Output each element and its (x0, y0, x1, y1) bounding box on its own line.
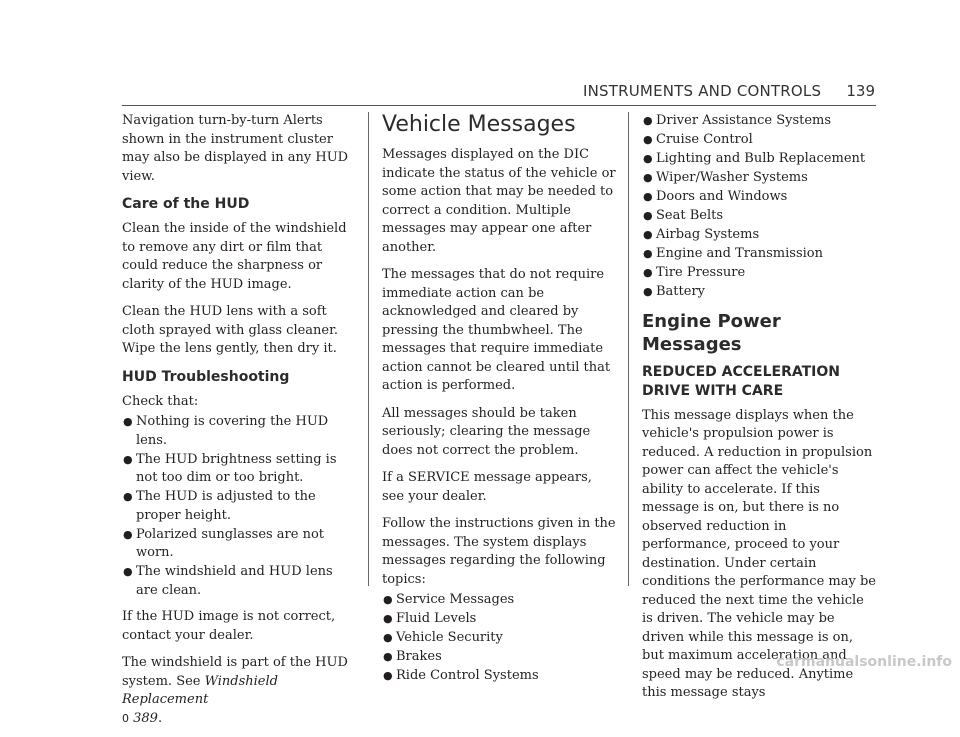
topics-list-2 (642, 112, 876, 302)
bullet-icon: ● (123, 452, 133, 466)
clean-inside-paragraph: Clean the inside of the windshield to remove any dirt or film that could reduce the sharpness or clarity of the HUD image. (122, 221, 347, 292)
incorrect-image-paragraph: If the HUD image is not correct, contact your dealer. (122, 609, 336, 643)
bullet-icon: ● (643, 171, 653, 184)
list-item: ● Wiper/Washer Systems (642, 169, 876, 188)
list-item: ● Driver Assistance Systems (642, 112, 876, 131)
seriously-paragraph: All messages should be taken seriously; clearing the message does not correct the problem. (382, 405, 591, 458)
bullet-icon: ● (123, 415, 133, 428)
list-item: ● Cruise Control (642, 131, 876, 150)
watermark-text: carmanualsonline.info (776, 654, 952, 670)
page-reference-icon: 0 (122, 711, 129, 725)
list-item: ● Tire Pressure (642, 264, 876, 283)
reduced-acceleration-heading: REDUCED ACCELERATION DRIVE WITH CARE (642, 363, 841, 399)
list-item: ● Doors and Windows (642, 188, 876, 207)
list-item: ● Airbag Systems (642, 226, 876, 245)
list-item: ● Polarized sunglasses are not worn. (123, 526, 325, 560)
column-2 (382, 112, 616, 694)
topics-list-1 (382, 591, 616, 686)
check-list (122, 413, 354, 600)
list-item: ● Brakes (382, 648, 616, 667)
acknowledge-paragraph: The messages that do not require immediate action can be acknowledged and cleared by pressing the thumbwheel. The messages that require immediate action cannot be cleared until that action is performed. (382, 267, 611, 393)
bullet-icon: ● (643, 114, 653, 127)
check-that-paragraph: Check that: (122, 393, 199, 409)
column-divider-2 (628, 112, 629, 586)
follow-paragraph: Follow the instructions given in the messages. The system displays messages regarding the following topics: (382, 516, 616, 587)
bullet-icon: ● (643, 266, 653, 279)
column-3 (642, 112, 876, 712)
page-header (583, 82, 875, 100)
windshield-paragraph: The windshield is part of the HUD system. See Windshield Replacement 0 389. (122, 655, 348, 726)
list-item: ● The windshield and HUD lens are clean. (123, 564, 333, 598)
list-item: ● Engine and Transmission (642, 245, 876, 264)
windshield-replacement-link[interactable]: Windshield Replacement (122, 673, 278, 707)
hud-troubleshooting-heading: HUD Troubleshooting (122, 368, 290, 385)
bullet-icon: ● (383, 669, 393, 682)
list-item: ● Nothing is covering the HUD lens. (123, 414, 329, 448)
list-item: ● Vehicle Security (382, 629, 616, 648)
bullet-icon: ● (643, 228, 653, 241)
list-item: ● Service Messages (382, 591, 616, 610)
vehicle-messages-heading: Vehicle Messages (382, 112, 576, 137)
list-item: ● The HUD brightness setting is not too dim or too bright. (123, 451, 337, 485)
list-item: ● Fluid Levels (382, 610, 616, 629)
bullet-icon: ● (123, 490, 133, 503)
list-item: ● Ride Control Systems (382, 667, 616, 686)
column-divider-1 (368, 112, 369, 586)
care-of-hud-heading: Care of the HUD (122, 196, 250, 212)
bullet-icon: ● (383, 650, 393, 663)
bullet-icon: ● (643, 152, 653, 165)
service-paragraph: If a SERVICE message appears, see your dealer. (382, 470, 592, 504)
bullet-icon: ● (643, 209, 653, 222)
clean-lens-paragraph: Clean the HUD lens with a soft cloth sprayed with glass cleaner. Wipe the lens gently, then dry it. (122, 304, 339, 356)
list-item: ● Seat Belts (642, 207, 876, 226)
page-number: 139 (846, 82, 875, 100)
bullet-icon: ● (643, 247, 653, 260)
nav-alerts-paragraph: Navigation turn-by-turn Alerts shown in the instrument cluster may also be displayed in any HUD view. (122, 113, 349, 184)
list-item: ● Battery (642, 283, 876, 302)
bullet-icon: ● (383, 631, 393, 644)
list-item: ● Lighting and Bulb Replacement (642, 150, 876, 169)
header-rule (122, 105, 876, 106)
page-reference[interactable]: 389 (133, 710, 158, 726)
bullet-icon: ● (643, 285, 653, 298)
dic-paragraph: Messages displayed on the DIC indicate the status of the vehicle or some action that may be needed to correct a condition. Multiple messages may appear one after another. (382, 147, 616, 255)
engine-power-messages-heading: Engine Power Messages (642, 310, 781, 355)
bullet-icon: ● (123, 527, 133, 541)
section-title: INSTRUMENTS AND CONTROLS (583, 82, 822, 100)
list-item: ● The HUD is adjusted to the proper height. (123, 489, 316, 523)
bullet-icon: ● (383, 593, 393, 606)
bullet-icon: ● (123, 565, 133, 578)
column-1 (122, 112, 354, 737)
bullet-icon: ● (383, 612, 393, 625)
reduced-acceleration-paragraph: This message displays when the vehicle's propulsion power is reduced. A reduction in propulsion power can affect the vehicle's ability to accelerate. If this message is on, but there is no observed reduction in performance, proceed to your destination. Under certain conditions the performance may be reduced the next time the vehicle is driven. The vehicle may be driven while this message is on, but maximum acceleration and speed may be reduced. Anytime this message stays (642, 407, 876, 700)
bullet-icon: ● (643, 190, 653, 203)
bullet-icon: ● (643, 133, 653, 146)
